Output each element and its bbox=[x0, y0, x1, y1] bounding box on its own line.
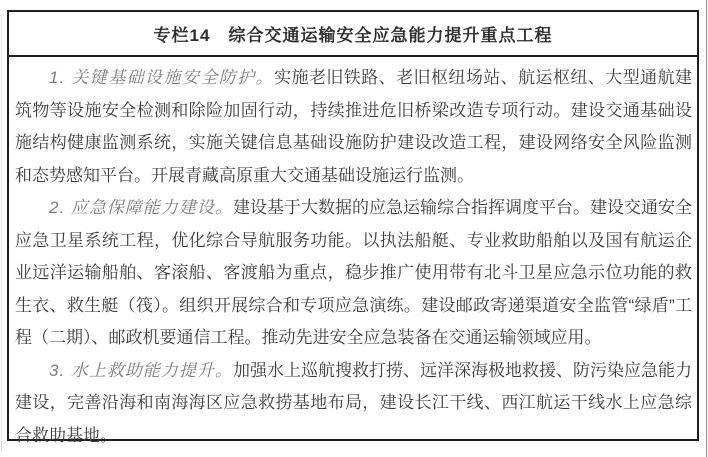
scan-edge-left bbox=[1, 14, 2, 452]
paragraph-3-lead: 3. 水上救助能力提升。 bbox=[49, 360, 233, 380]
paragraph-1 bbox=[15, 62, 692, 192]
box-title: 专栏14 综合交通运输安全应急能力提升重点工程 bbox=[153, 26, 553, 45]
paragraph-3 bbox=[15, 355, 692, 453]
paragraph-2-lead: 2. 应急保障能力建设。 bbox=[49, 198, 233, 217]
paragraph-1-lead: 1. 关键基础设施安全防护。 bbox=[49, 68, 275, 87]
paragraph-1-text: 实施老旧铁路、老旧枢纽场站、航运枢纽、大型通航建筑物等设施安全检测和除险加固行动，持续推进危旧桥梁改造专项行动。建设交通基础设施结构健康监测系统，实施关键信息基础设施防护建设改造工程，建设网络安全风险监测和态势感知平台。开展青藏高原重大交通基础设施运行监测。 bbox=[15, 68, 692, 185]
scan-edge-right bbox=[706, 0, 707, 457]
paragraph-2-text: 建设基于大数据的应急运输综合指挥调度平台。建设交通安全应急卫星系统工程，优化综合导航服务功能。以执法船艇、专业救助船舶以及国有航运企业远洋运输船舶、客滚船、客渡船为重点，稳步推广使用带有北斗卫星应急示位功能的救生衣、救生艇（筏）。组织开展综合和专项应急演练。建设邮政寄递渠道安全监管“绿盾”工程（二期）、邮政机要通信工程。推动先进安全应急装备在交通运输领域应用。 bbox=[15, 198, 693, 347]
box-body bbox=[9, 57, 697, 452]
paragraph-3-text: 加强水上巡航搜救打捞、远洋深海极地救援、防污染应急能力建设，完善沿海和南海海区应急救捞基地布局，建设长江干线、西江航运干线水上应急综合救助基地。 bbox=[15, 360, 693, 445]
box-header bbox=[9, 12, 697, 57]
paragraph-2 bbox=[15, 192, 692, 355]
feature-box bbox=[7, 10, 699, 445]
